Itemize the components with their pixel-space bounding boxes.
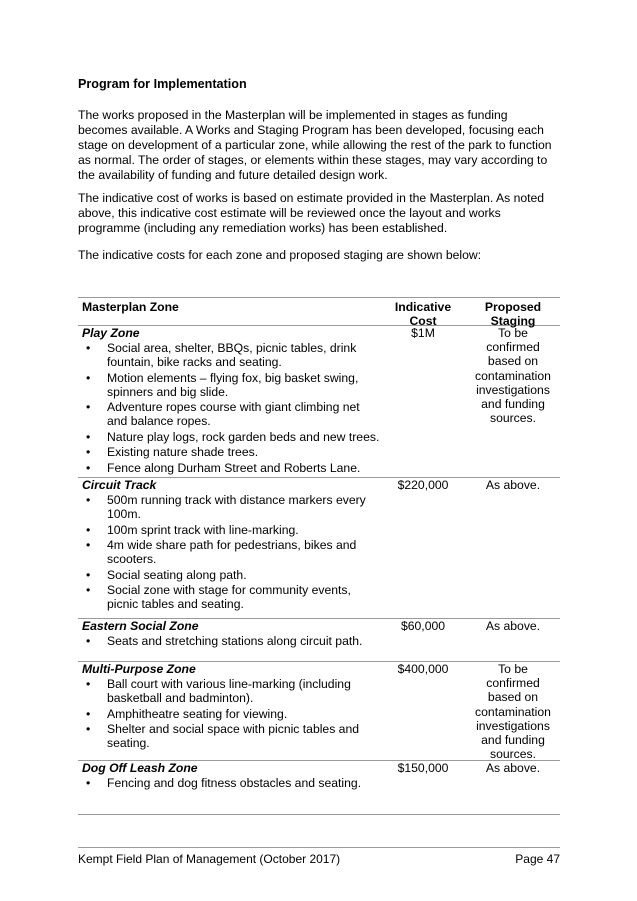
list-item: • Social area, shelter, BBQs, picnic tables, drink fountain, bike racks and seating. (82, 341, 382, 369)
footer-divider (78, 847, 560, 848)
zone-name: Circuit Track (82, 478, 157, 492)
zone-cell (82, 326, 382, 476)
staging-cell: As above. (485, 478, 541, 492)
list-item: • Amphitheatre seating for viewing. (82, 707, 382, 721)
cost-cell: $150,000 (397, 761, 449, 775)
zone-name: Multi-Purpose Zone (82, 662, 196, 676)
paragraph-1: The works proposed in the Masterplan will be implemented in stages as funding becomes available. A Works and Staging Program has been developed, focusing each stage on development of a particular zone, while allowing the rest of the park to function as normal. The order of stages, or elements within these stages, may vary according to the availability of funding and future detailed design work. (78, 108, 552, 182)
zone-name: Dog Off Leash Zone (82, 761, 198, 775)
list-item: • Motion elements – flying fox, big basket swing, spinners and big slide. (82, 371, 382, 399)
table-row (78, 619, 560, 662)
list-item: • Fence along Durham Street and Roberts Lane. (82, 461, 382, 475)
zone-name: Eastern Social Zone (82, 619, 199, 633)
zone-cell (82, 478, 382, 613)
list-item: • Existing nature shade trees. (82, 445, 382, 459)
staging-cell: As above. (485, 619, 541, 633)
zone-cell (82, 619, 382, 650)
header-staging: Proposed Staging (484, 300, 542, 328)
cost-staging-table (78, 297, 560, 815)
staging-cell: As above. (485, 761, 541, 775)
zone-name: Play Zone (82, 326, 140, 340)
staging-cell: To be confirmed based on contamination investigations and funding sources. (475, 662, 551, 762)
list-item: • 500m running track with distance markers every 100m. (82, 493, 382, 521)
list-item: • Shelter and social space with picnic tables and seating. (82, 722, 382, 750)
list-item: • Social seating along path. (82, 568, 382, 582)
table-row (78, 662, 560, 761)
staging-cell: To be confirmed based on contamination investigations and funding sources. (475, 326, 551, 426)
cost-cell: $400,000 (397, 662, 449, 676)
list-item: • Seats and stretching stations along circuit path. (82, 634, 382, 648)
list-item: • 100m sprint track with line-marking. (82, 523, 382, 537)
footer-document-title: Kempt Field Plan of Management (October 2017) (78, 852, 341, 866)
paragraph-2: The indicative cost of works is based on estimate provided in the Masterplan. As noted above, this indicative cost estimate will be reviewed once the layout and works programme (including any remediation works) has been established. (78, 191, 545, 235)
list-item: • Ball court with various line-marking (including basketball and badminton). (82, 677, 382, 705)
list-item: • Adventure ropes course with giant climbing net and balance ropes. (82, 400, 382, 428)
paragraph-3: The indicative costs for each zone and proposed staging are shown below: (78, 248, 482, 262)
table-header (78, 297, 560, 326)
table-row (78, 326, 560, 478)
zone-cell (82, 761, 382, 792)
table-row (78, 761, 560, 815)
list-item: • Nature play logs, rock garden beds and new trees. (82, 430, 382, 444)
zone-items (82, 634, 382, 648)
header-zone: Masterplan Zone (82, 300, 179, 314)
list-item: • Fencing and dog fitness obstacles and seating. (82, 776, 382, 790)
zone-items (82, 776, 382, 790)
footer-page-number: Page 47 (515, 852, 560, 866)
section-heading: Program for Implementation (78, 77, 247, 91)
cost-cell: $220,000 (397, 478, 449, 492)
table-row (78, 478, 560, 619)
zone-items (82, 677, 382, 750)
zone-cell (82, 662, 382, 752)
zone-items (82, 341, 382, 475)
zone-items (82, 493, 382, 611)
list-item: • Social zone with stage for community events, picnic tables and seating. (82, 583, 382, 611)
cost-cell: $1M (411, 326, 435, 340)
header-cost: Indicative Cost (394, 300, 452, 328)
cost-cell: $60,000 (400, 619, 446, 633)
list-item: • 4m wide share path for pedestrians, bikes and scooters. (82, 538, 382, 566)
